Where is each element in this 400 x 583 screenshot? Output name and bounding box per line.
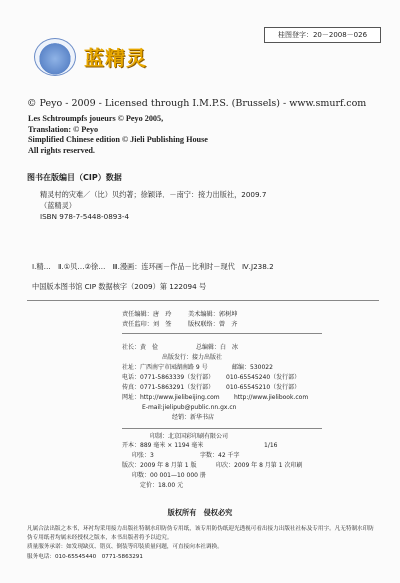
printing-block — [122, 441, 332, 491]
printing-line: 1/16 — [264, 442, 278, 449]
publisher-line: 010-65545240（发行部） — [226, 374, 301, 381]
rights-notice: 版权所有 侵权必究 — [167, 508, 233, 517]
english-copyright — [28, 114, 208, 156]
cip-record-number: 中国版本图书馆 CIP 数据核字（2009）第 122094 号 — [32, 282, 207, 291]
printing-line: 版次：2009 年 8 月第 1 版 — [122, 462, 197, 469]
copyright-line: Les Schtroumpfs joueurs © Peyo 2005, — [28, 114, 164, 123]
editor-credit: 责任监印：刘 签 — [122, 321, 172, 328]
cip-line: 精灵村的灾难／（比）贝约著；徐颖译．－南宁：接力出版社，2009.7 — [40, 190, 267, 199]
printing-line: 字数：42 千字 — [200, 452, 240, 459]
cip-line: ISBN 978-7-5448-0893-4 — [40, 211, 130, 221]
series-logo-title: 蓝精灵 — [84, 46, 147, 70]
divider — [122, 333, 322, 334]
publisher-line: 社址：广西南宁市园湖南路 9 号 — [122, 364, 208, 371]
publisher-line: E-mail:jielipub@public.nn.gx.cn — [142, 404, 237, 411]
publisher-line: 社长：黄 俭 — [122, 344, 159, 351]
publisher-line: 经销：新华书店 — [172, 414, 215, 421]
anti-piracy-notice — [27, 525, 379, 562]
license-line: © Peyo - 2009 - Licensed through I.M.P.S. (Brussels) - www.smurf.com — [27, 98, 367, 109]
printing-line: 印数：00 001—10 000 册 — [132, 472, 206, 479]
publisher-line: 邮编：530022 — [232, 364, 273, 371]
publisher-line: 传真：0771-5863291（发行部） — [122, 384, 215, 391]
printing-line: 印张：3 — [132, 452, 154, 459]
copyright-line: Simplified Chinese edition © Jieli Publishing House — [28, 135, 208, 145]
publisher-block — [122, 343, 322, 423]
editor-credit: 美术编辑：郭树坤 — [188, 311, 238, 318]
printer-line: 印制：北京国彩印刷有限公司 — [150, 433, 229, 440]
editor-credit: 版权联络：曾 齐 — [188, 321, 238, 328]
divider — [27, 300, 379, 301]
printing-line: 开本：889 毫米 × 1194 毫米 — [122, 442, 204, 449]
editor-credit: 责任编辑：唐 玲 — [122, 311, 172, 318]
cip-line: （蓝精灵） — [40, 200, 76, 210]
printing-line: 定价：18.00 元 — [140, 482, 184, 489]
publisher-line: 总编辑：白 冰 — [196, 344, 239, 351]
cip-classification: Ⅰ.精… Ⅱ.①贝…②徐… Ⅲ.漫画：连环画－作品－比利时－现代 Ⅳ.J238.2 — [32, 262, 274, 271]
notice-paragraph: 质量服务承诺：如发现缺页、错页、倒装等印装质量问题，可直接向本社调换。 — [27, 544, 223, 551]
smurf-logo-icon — [34, 38, 76, 76]
notice-paragraph: 凡属合法出版之本书，环衬均采用接力出版社特制水印防伪专用纸，该专用防伪纸迎光透视可看出接力出版社社标及专用字。凡无特制水印防伪专用纸者均属未经授权之版本，本书出版者将予以追究。 — [27, 526, 374, 542]
editors-block — [122, 310, 238, 330]
cip-record — [40, 190, 266, 222]
notice-paragraph: 服务电话：010-65545440 0771-5863291 — [27, 553, 143, 560]
cip-title: 图书在版编目（CIP）数据 — [27, 173, 122, 182]
registration-number: 桂图登字：20－2008－026 — [264, 27, 381, 43]
publisher-line: 010-65545210（发行部） — [226, 384, 301, 391]
publisher-line: 出版发行：接力出版社 — [162, 354, 223, 361]
printing-line: 印次：2009 年 8 月第 1 次印刷 — [216, 462, 303, 469]
publisher-line: http://www.jielibook.com — [234, 394, 309, 401]
divider — [122, 428, 322, 429]
copyright-line: All rights reserved. — [28, 145, 95, 155]
publisher-line: 电话：0771-5863339（发行部） — [122, 374, 215, 381]
copyright-line: Translation: © Peyo — [28, 124, 99, 134]
publisher-line: 网址：http://www.jielibeijing.com — [122, 394, 220, 401]
